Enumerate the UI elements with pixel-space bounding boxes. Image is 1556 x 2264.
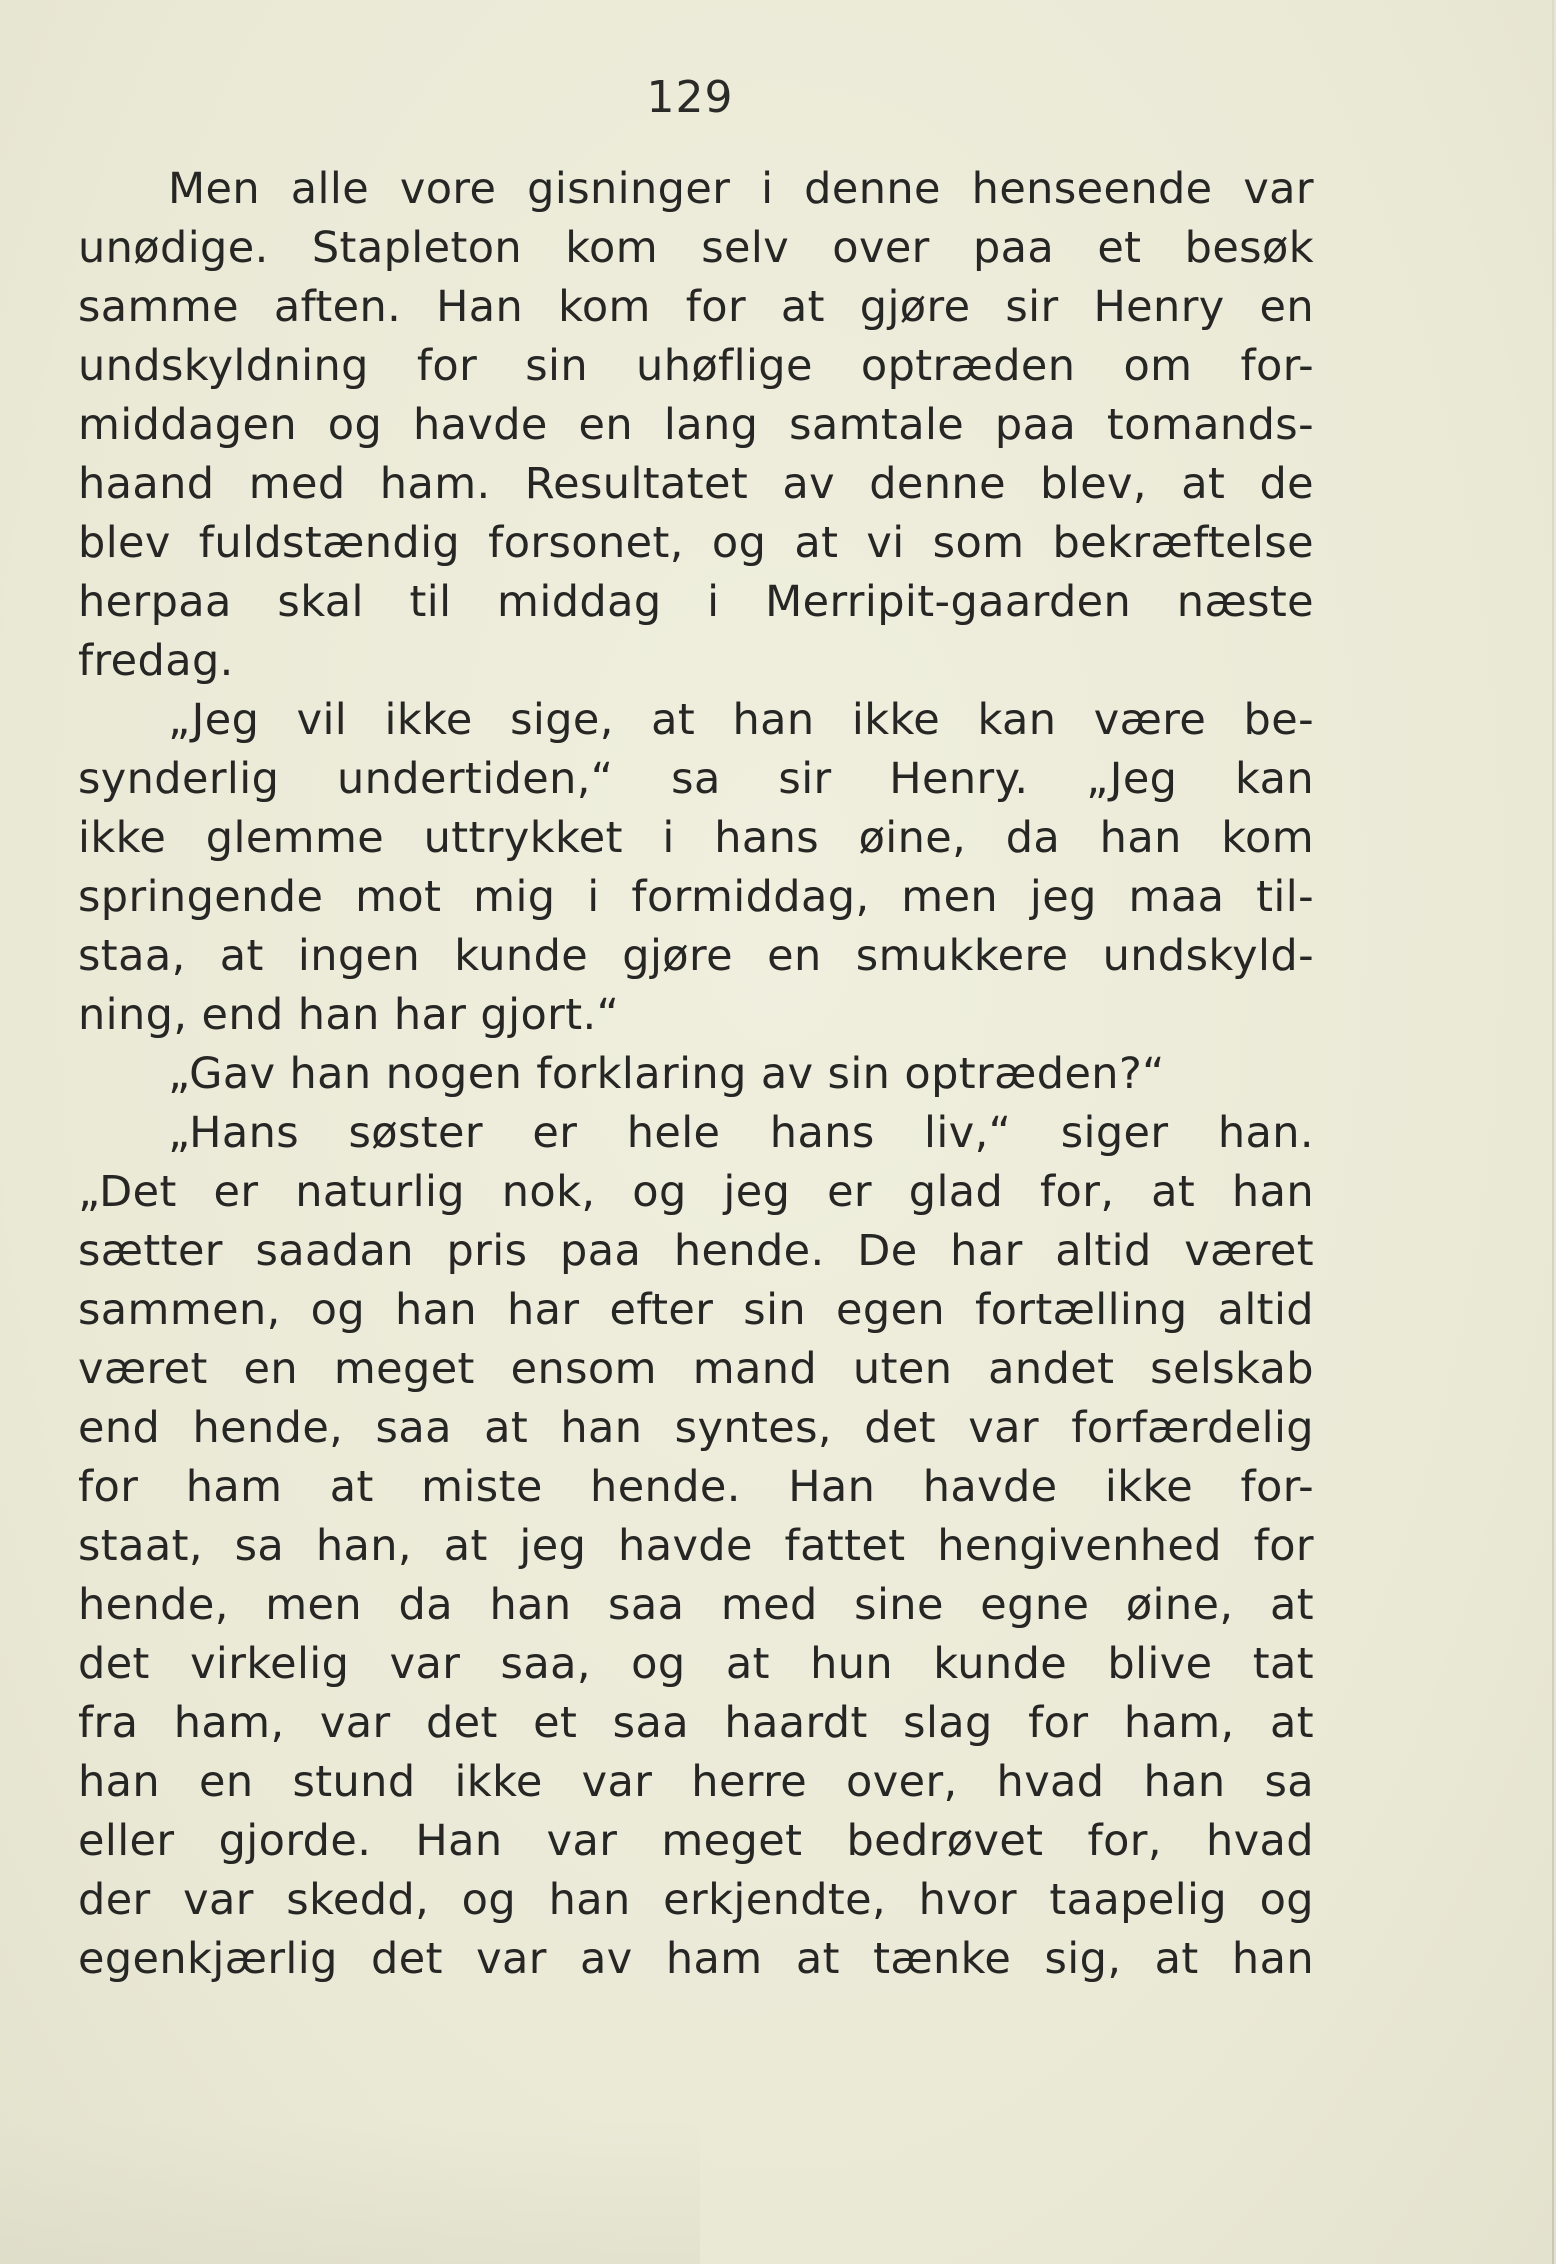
- page-edge-shadow: [0, 2120, 700, 2264]
- text-line: fredag.: [78, 636, 234, 686]
- page-right-edge: [1552, 0, 1554, 2264]
- text-line: hende, men da han saa med sine egne øine, at: [78, 1580, 1314, 1630]
- text-line: staa, at ingen kunde gjøre en smukkere undskyld-: [78, 931, 1314, 981]
- text-line: herpaa skal til middag i Merripit-gaarden næste: [78, 577, 1314, 627]
- text-line: „Det er naturlig nok, og jeg er glad for, at han: [78, 1167, 1314, 1217]
- text-line: fra ham, var det et saa haardt slag for ham, at: [78, 1698, 1314, 1748]
- text-line: ikke glemme uttrykket i hans øine, da han kom: [78, 813, 1314, 863]
- text-line: eller gjorde. Han var meget bedrøvet for, hvad: [78, 1816, 1314, 1866]
- text-line: haand med ham. Resultatet av denne blev, at de: [78, 459, 1314, 509]
- text-line: samme aften. Han kom for at gjøre sir Henry en: [78, 282, 1314, 332]
- text-line: end hende, saa at han syntes, det var forfærdelig: [78, 1403, 1314, 1453]
- text-line: sammen, og han har efter sin egen fortælling altid: [78, 1285, 1314, 1335]
- text-line: „Gav han nogen forklaring av sin optræden?“: [168, 1049, 1165, 1099]
- text-line: blev fuldstændig forsonet, og at vi som bekræftelse: [78, 518, 1314, 568]
- text-line: unødige. Stapleton kom selv over paa et besøk: [78, 223, 1314, 273]
- page-number: 129: [646, 72, 734, 123]
- text-line: „Jeg vil ikke sige, at han ikke kan være be-: [168, 695, 1314, 745]
- text-line: ning, end han har gjort.“: [78, 990, 620, 1040]
- text-line: middagen og havde en lang samtale paa tomands-: [78, 400, 1314, 450]
- text-line: der var skedd, og han erkjendte, hvor taapelig og: [78, 1875, 1314, 1925]
- text-line: „Hans søster er hele hans liv,“ siger han.: [168, 1108, 1314, 1158]
- text-line: det virkelig var saa, og at hun kunde blive tat: [78, 1639, 1314, 1689]
- text-line: staat, sa han, at jeg havde fattet hengivenhed for: [78, 1521, 1314, 1571]
- text-line: sætter saadan pris paa hende. De har altid været: [78, 1226, 1314, 1276]
- text-line: undskyldning for sin uhøflige optræden om for-: [78, 341, 1314, 391]
- text-line: egenkjærlig det var av ham at tænke sig, at han: [78, 1934, 1314, 1984]
- text-line: for ham at miste hende. Han havde ikke for-: [78, 1462, 1314, 1512]
- text-line: springende mot mig i formiddag, men jeg maa til-: [78, 872, 1314, 922]
- text-line: synderlig undertiden,“ sa sir Henry. „Jeg kan: [78, 754, 1314, 804]
- text-line: Men alle vore gisninger i denne henseende var: [168, 164, 1314, 214]
- body-text: [78, 160, 1314, 1989]
- text-line: han en stund ikke var herre over, hvad han sa: [78, 1757, 1314, 1807]
- text-line: været en meget ensom mand uten andet selskab: [78, 1344, 1314, 1394]
